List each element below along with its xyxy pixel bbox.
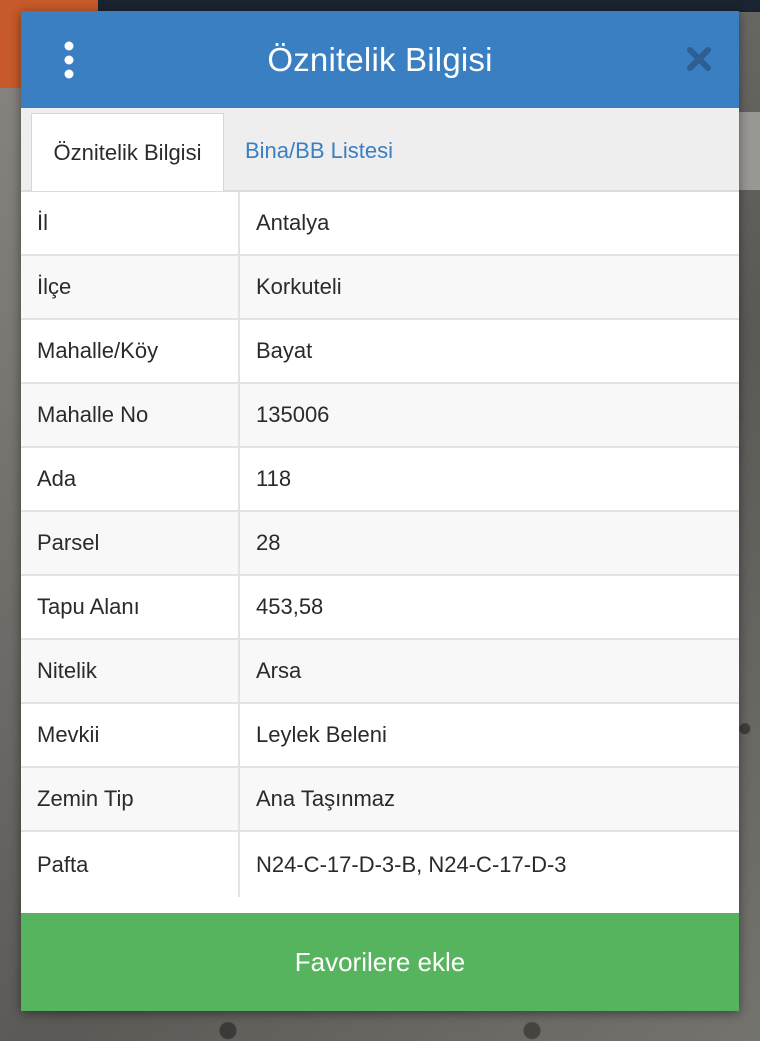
table-row xyxy=(21,192,739,256)
table-row xyxy=(21,448,739,512)
table-row xyxy=(21,384,739,448)
attribute-label: İlçe xyxy=(21,256,240,318)
attribute-value: 453,58 xyxy=(256,594,324,619)
attribute-label: Ada xyxy=(21,448,240,510)
table-row xyxy=(21,832,739,897)
table-row xyxy=(21,704,739,768)
attribute-value: Korkuteli xyxy=(256,274,342,299)
attribute-value: N24-C-17-D-3-B, N24-C-17-D-3 xyxy=(256,851,567,877)
tab-building-list[interactable]: Bina/BB Listesi xyxy=(245,137,393,163)
attribute-value: 28 xyxy=(256,530,281,555)
background-map-grey-area xyxy=(739,112,760,190)
table-row xyxy=(21,576,739,640)
attribute-value: Arsa xyxy=(256,658,302,683)
attribute-label: İl xyxy=(21,192,240,254)
attribute-label: Nitelik xyxy=(21,640,240,702)
table-row xyxy=(21,640,739,704)
attribute-value: Leylek Beleni xyxy=(256,722,387,747)
attribute-table xyxy=(21,192,739,913)
tab-bar xyxy=(21,108,739,192)
attribute-value: 118 xyxy=(256,466,292,491)
add-to-favorites-button[interactable]: Favorilere ekle xyxy=(21,913,739,1011)
attribute-label: Mahalle No xyxy=(21,384,240,446)
attribute-label: Mevkii xyxy=(21,704,240,766)
attribute-label: Parsel xyxy=(21,512,240,574)
attribute-label: Pafta xyxy=(21,832,240,897)
close-icon[interactable] xyxy=(685,45,713,73)
table-row xyxy=(21,256,739,320)
attribute-label: Tapu Alanı xyxy=(21,576,240,638)
attribute-value: Ana Taşınmaz xyxy=(256,786,396,811)
vertical-dots-icon[interactable] xyxy=(57,41,81,79)
attribute-info-dialog xyxy=(21,11,739,1011)
table-row xyxy=(21,320,739,384)
table-row xyxy=(21,512,739,576)
attribute-value: Bayat xyxy=(256,338,313,363)
tab-attribute-info[interactable]: Öznitelik Bilgisi xyxy=(31,113,224,191)
dialog-header xyxy=(21,11,739,108)
attribute-value: 135006 xyxy=(256,402,330,427)
attribute-label: Mahalle/Köy xyxy=(21,320,240,382)
table-row xyxy=(21,768,739,832)
attribute-label: Zemin Tip xyxy=(21,768,240,830)
dialog-title: Öznitelik Bilgisi xyxy=(267,40,493,78)
attribute-value: Antalya xyxy=(256,210,330,235)
